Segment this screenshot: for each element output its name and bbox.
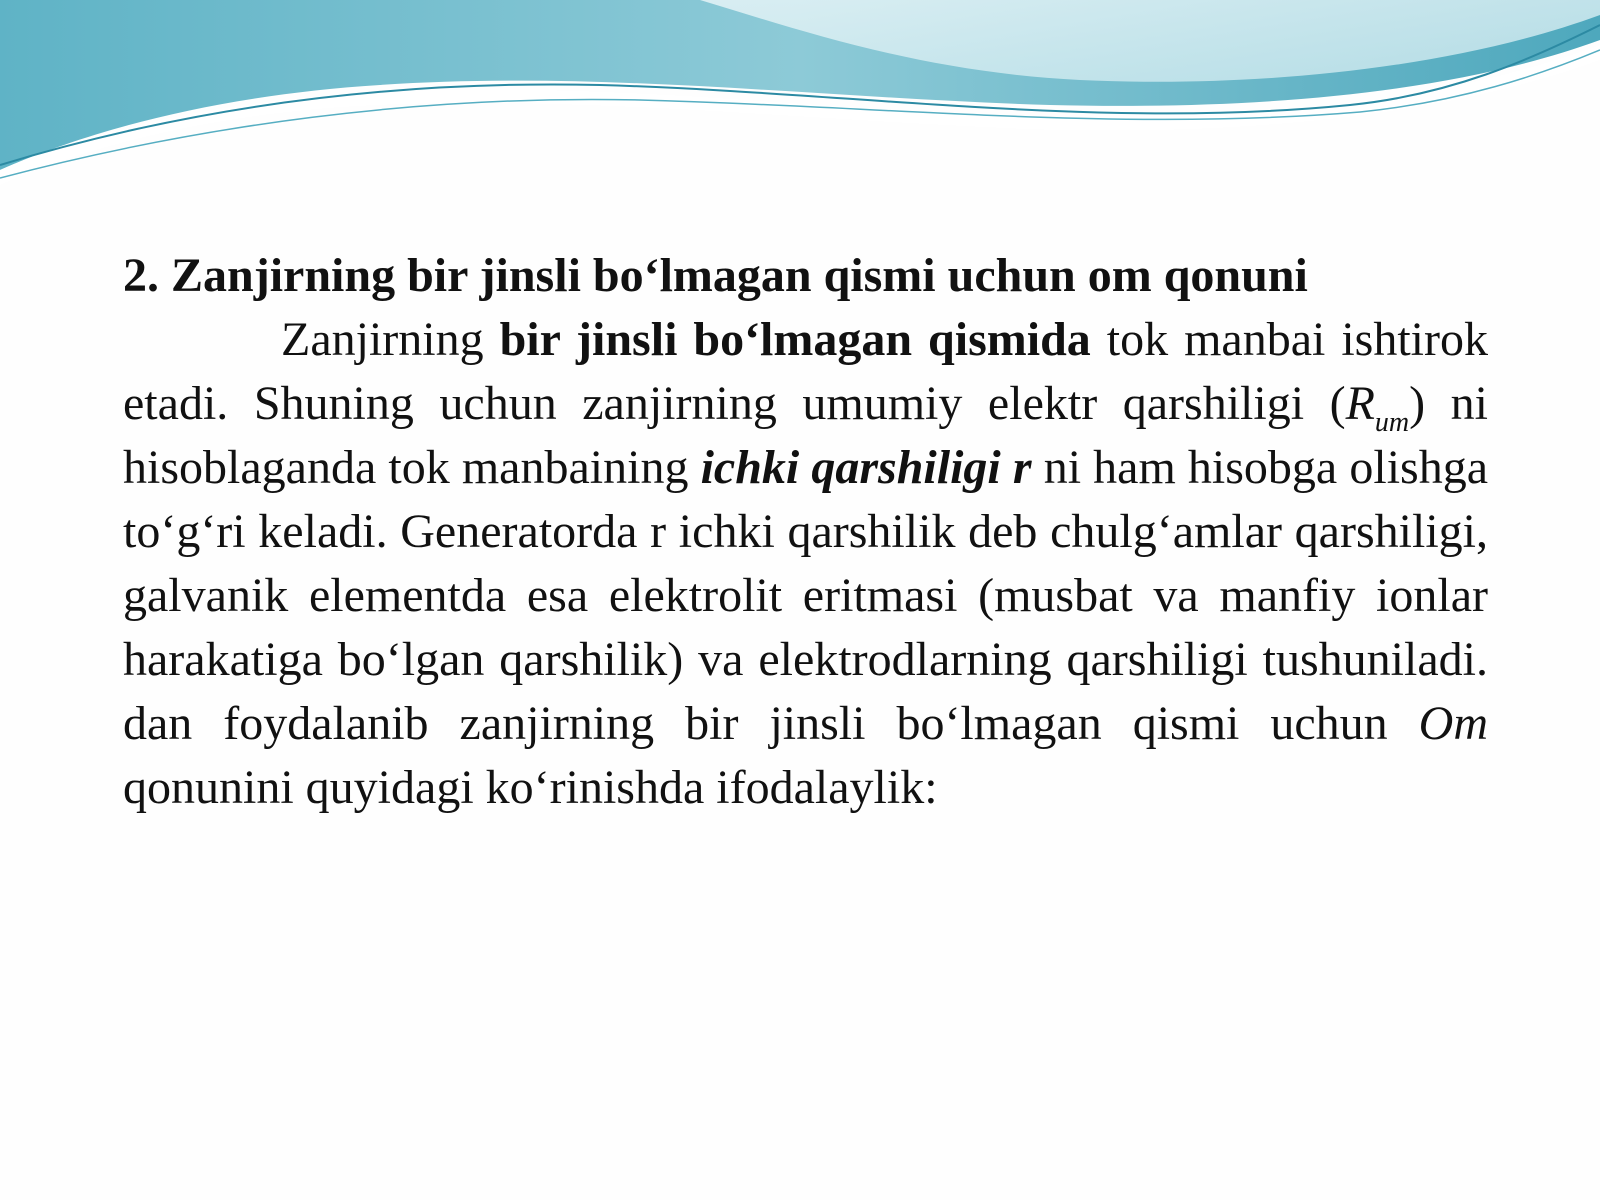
paragraph-text-4: ni ham hisobga olishga to‘g‘ri keladi. Generatorda r ichki qarshilik deb chulg‘amlar qarshiligi, galvanik elementda esa elektrolit eritmasi (musbat va manfiy ionlar harakatiga bo‘lgan qarshilik) va elektrodlarning qarshiligi tushuniladi. dan foydalanib zanjirning bir jinsli bo‘lmagan qismi uchun bbox=[123, 441, 1489, 750]
slide-paragraph bbox=[123, 308, 1488, 820]
paragraph-text-2: tok manbai ishtirok etadi. Shuning uchun zanjirning umumiy elektr qarshiligi ( bbox=[123, 313, 1488, 430]
slide-heading: 2. Zanjirning bir jinsli bo‘lmagan qismi uchun om qonuni bbox=[123, 249, 1308, 302]
om-italic: Om bbox=[1418, 697, 1488, 750]
slide-content bbox=[123, 244, 1488, 820]
paragraph-text-3: ) ni hisoblaganda tok manbaining bbox=[123, 377, 1488, 494]
resistance-symbol: R bbox=[1345, 377, 1375, 430]
wave-header-decoration bbox=[0, 0, 1600, 200]
paragraph-text-1: Zanjirning bbox=[281, 313, 500, 366]
paragraph-bold-phrase: bir jinsli bo‘lmagan qismida bbox=[499, 313, 1091, 366]
paragraph-bold-italic-phrase: ichki qarshiligi r bbox=[700, 441, 1032, 494]
resistance-subscript: um bbox=[1374, 407, 1410, 438]
paragraph-text-5: qonunini quyidagi ko‘rinishda ifodalaylik: bbox=[123, 761, 938, 814]
